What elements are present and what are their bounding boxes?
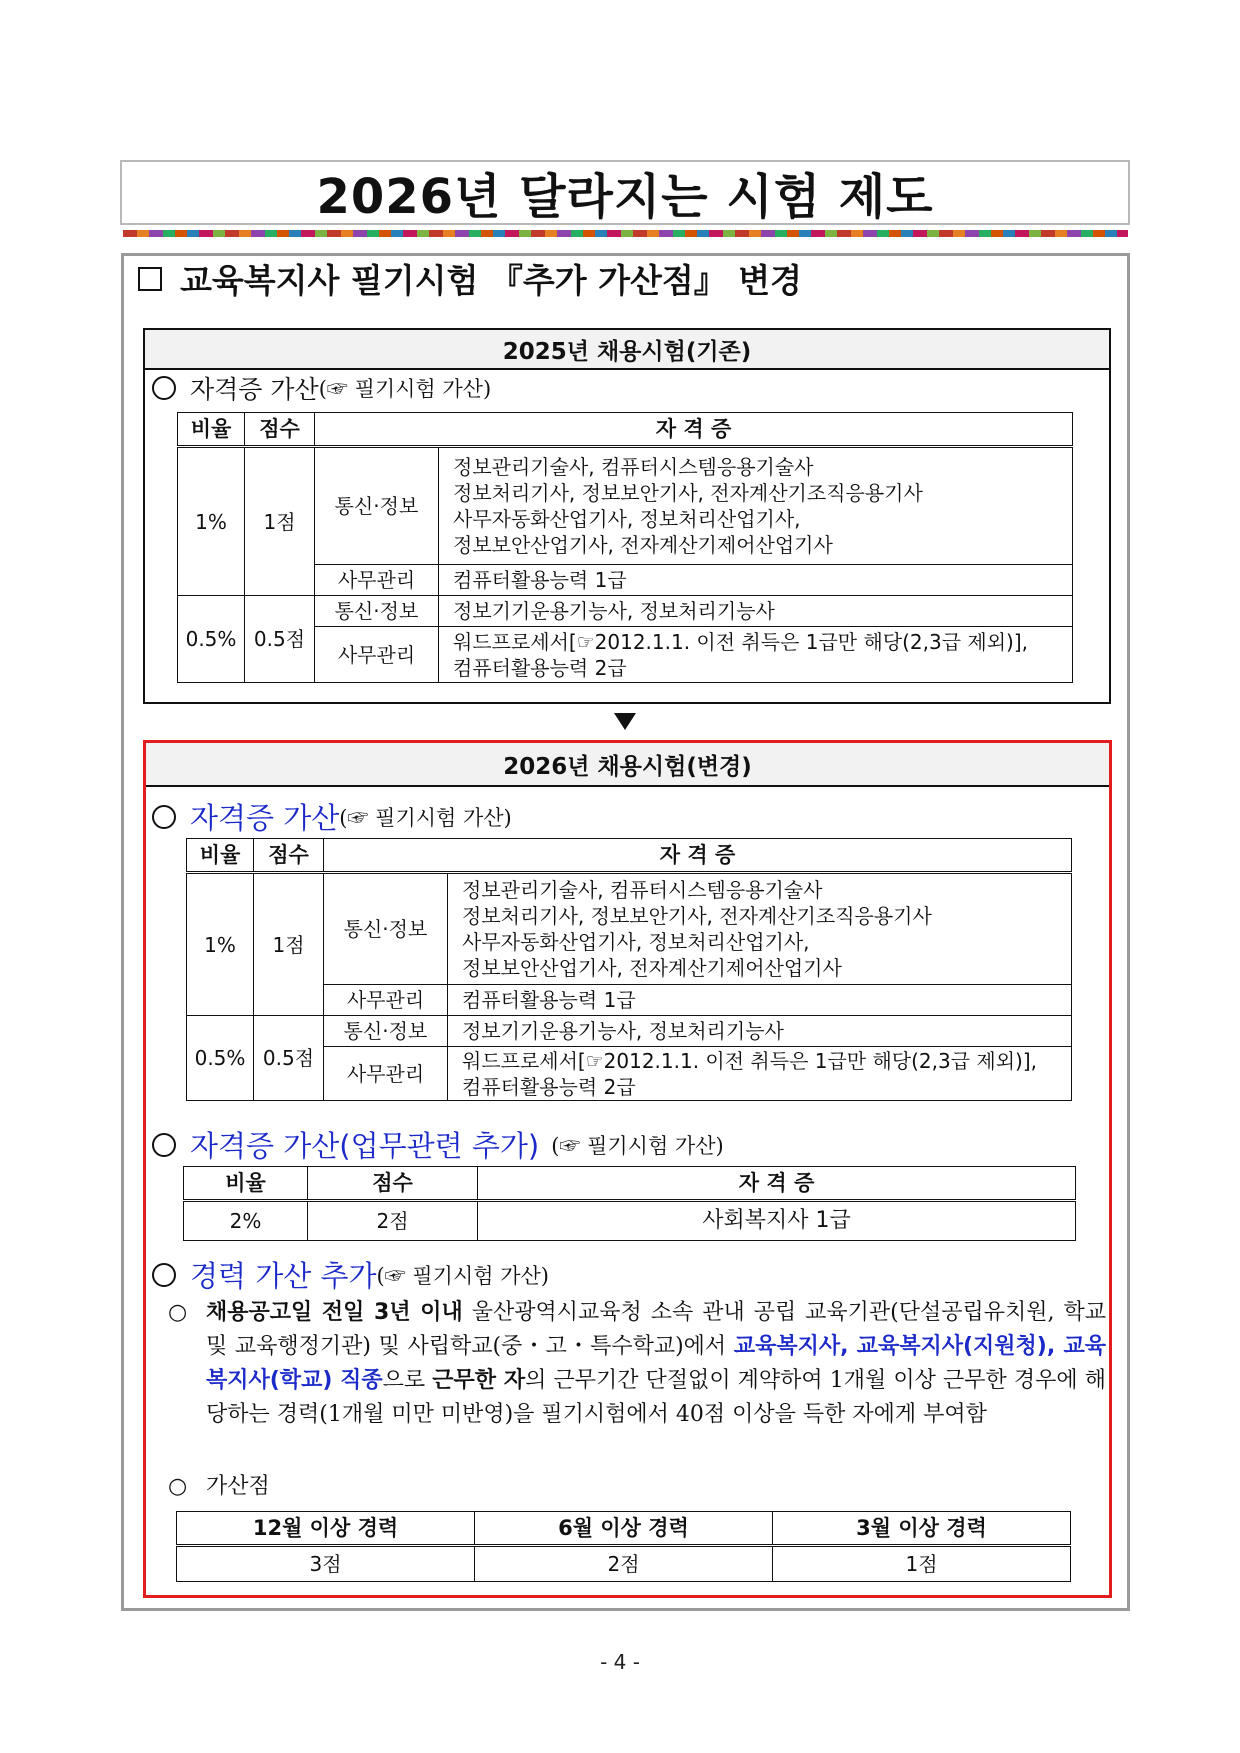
old-cert-bullet-label: 자격증 가산 xyxy=(190,375,319,404)
career-points-table xyxy=(176,1511,1071,1582)
points-3m: 1점 xyxy=(773,1546,1071,1582)
arrow-down-icon xyxy=(614,713,636,730)
new-cert-bullet xyxy=(152,796,512,837)
new-row1-score: 1점 xyxy=(254,873,324,1016)
work-cert-bullet-label: 자격증 가산(업무관련 추가) xyxy=(190,1129,540,1163)
career-text-b: 으로 xyxy=(382,1368,433,1393)
page-title-box xyxy=(120,160,1130,225)
career-bullet-note: (☞ 필기시험 가산) xyxy=(376,1263,549,1288)
work-header-ratio: 비율 xyxy=(184,1167,308,1201)
points-12m: 3점 xyxy=(177,1546,475,1582)
circle-icon xyxy=(152,376,176,400)
new-row1-cat2: 사무관리 xyxy=(324,985,448,1016)
points-label: 가산점 xyxy=(206,1474,270,1499)
new-row2-certs1: 정보기기운용기능사, 정보처리기능사 xyxy=(448,1016,1072,1047)
new-row1-ratio: 1% xyxy=(187,873,254,1016)
work-cert-table xyxy=(183,1166,1076,1241)
old-row1-cat2: 사무관리 xyxy=(315,565,439,596)
old-row2-cert-line: 컴퓨터활용능력 2급 xyxy=(453,655,627,680)
new-row2-ratio: 0.5% xyxy=(187,1016,254,1101)
work-header-score: 점수 xyxy=(308,1167,478,1201)
header-cert: 자 격 증 xyxy=(315,413,1073,447)
career-text xyxy=(206,1296,1106,1432)
points-header-3m: 3월 이상 경력 xyxy=(773,1512,1071,1546)
new-row1-cert-line: 정보관리기술사, 컴퓨터시스템응용기술사 xyxy=(462,878,823,902)
work-ratio: 2% xyxy=(184,1201,308,1241)
new-panel-heading: 2026년 채용시험(변경) xyxy=(146,743,1109,787)
career-bullet xyxy=(152,1254,549,1295)
career-bold-mid: 근무한 자 xyxy=(432,1368,526,1393)
new-row2-cert-line: 컴퓨터활용능력 2급 xyxy=(462,1074,636,1099)
old-cert-bullet xyxy=(152,370,491,406)
old-row2-cert-line: 워드프로세서[☞2012.1.1. 이전 취득은 1급만 해당(2,3급 제외)], xyxy=(453,629,1028,654)
old-row2-score: 0.5점 xyxy=(245,596,315,683)
header-cert: 자 격 증 xyxy=(324,839,1072,873)
header-ratio: 비율 xyxy=(178,413,245,447)
old-cert-table xyxy=(177,412,1073,683)
new-row1-cert-line: 정보처리기사, 정보보안기사, 전자계산기조직응용기사 xyxy=(462,904,932,928)
new-cert-bullet-label: 자격증 가산 xyxy=(190,801,340,835)
old-row1-cat1: 통신·정보 xyxy=(315,447,439,565)
career-bullet-label: 경력 가산 추가 xyxy=(190,1259,377,1293)
points-6m: 2점 xyxy=(475,1546,773,1582)
old-row1-cert-line: 정보처리기사, 정보보안기사, 전자계산기조직응용기사 xyxy=(453,481,923,505)
career-blue-text: 교육복지사, 교육복지사(지원청), 교육복지사(학교) 직종 xyxy=(206,1334,1106,1393)
old-row1-cert-line: 사무자동화산업기사, 정보처리산업기사, xyxy=(453,507,801,531)
old-row2-cat1: 통신·정보 xyxy=(315,596,439,627)
small-circle-icon: ○ xyxy=(168,1474,188,1499)
old-row2-ratio: 0.5% xyxy=(178,596,245,683)
page-number: - 4 - xyxy=(600,1650,640,1674)
header-score: 점수 xyxy=(254,839,324,873)
new-row1-cert-line: 사무자동화산업기사, 정보처리산업기사, xyxy=(462,930,810,954)
section-title-text: 교육복지사 필기시험 『추가 가산점』 변경 xyxy=(180,261,803,300)
small-circle-icon: ○ xyxy=(168,1300,188,1325)
header-ratio: 비율 xyxy=(187,839,254,873)
old-row1-score: 1점 xyxy=(245,447,315,596)
section-title xyxy=(138,255,802,302)
new-row1-cat1: 통신·정보 xyxy=(324,873,448,985)
header-score: 점수 xyxy=(245,413,315,447)
new-row2-score: 0.5점 xyxy=(254,1016,324,1101)
old-row2-certs1: 정보기기운용기능사, 정보처리기능사 xyxy=(439,596,1073,627)
old-row1-ratio: 1% xyxy=(178,447,245,596)
career-bold-lead: 채용공고일 전일 3년 이내 xyxy=(206,1300,463,1325)
new-cert-bullet-note: (☞ 필기시험 가산) xyxy=(339,805,512,830)
points-label-line xyxy=(168,1470,468,1504)
old-row1-cert-line: 정보관리기술사, 컴퓨터시스템응용기술사 xyxy=(453,455,814,479)
new-row1-cert-line: 정보보안산업기사, 전자계산기제어산업기사 xyxy=(462,956,842,980)
circle-icon xyxy=(152,1133,176,1157)
new-row2-cert-line: 워드프로세서[☞2012.1.1. 이전 취득은 1급만 해당(2,3급 제외)], xyxy=(462,1048,1037,1073)
circle-icon xyxy=(152,1263,176,1287)
old-cert-bullet-note: (☞ 필기시험 가산) xyxy=(318,377,492,401)
new-row2-cat2: 사무관리 xyxy=(324,1047,448,1101)
old-row2-cat2: 사무관리 xyxy=(315,627,439,683)
decorative-stripe xyxy=(123,230,1128,237)
new-row2-cat1: 통신·정보 xyxy=(324,1016,448,1047)
work-score: 2점 xyxy=(308,1201,478,1241)
career-description xyxy=(168,1296,1108,1466)
work-cert-bullet-note: (☞ 필기시험 가산) xyxy=(551,1133,724,1158)
new-cert-table xyxy=(186,838,1072,1101)
work-cert: 사회복지사 1급 xyxy=(478,1201,1076,1241)
work-header-cert: 자 격 증 xyxy=(478,1167,1076,1201)
page-title: 2026년 달라지는 시험 제도 xyxy=(316,169,934,225)
old-panel-heading: 2025년 채용시험(기존) xyxy=(145,330,1109,370)
points-header-12m: 12월 이상 경력 xyxy=(177,1512,475,1546)
checkbox-square-icon xyxy=(138,267,162,291)
career-text-a: 울산광역시교육청 소속 관내 공립 교육기관(단설공립유치원, 학교 및 교육행정기관) 및 사립학교(중・고・특수학교)에서 xyxy=(206,1300,1107,1359)
old-row1-cert-line: 정보보안산업기사, 전자계산기제어산업기사 xyxy=(453,533,833,557)
career-text-c: 의 근무기간 단절없이 계약하여 1개월 이상 근무한 경우에 해당하는 경력(1개월 미만 미반영)을 필기시험에서 40점 이상을 득한 자에게 부여함 xyxy=(206,1368,1107,1427)
old-row1-certs2: 컴퓨터활용능력 1급 xyxy=(439,565,1073,596)
work-cert-bullet xyxy=(152,1124,724,1165)
new-row1-certs2: 컴퓨터활용능력 1급 xyxy=(448,985,1072,1016)
points-header-6m: 6월 이상 경력 xyxy=(475,1512,773,1546)
circle-icon xyxy=(152,805,176,829)
